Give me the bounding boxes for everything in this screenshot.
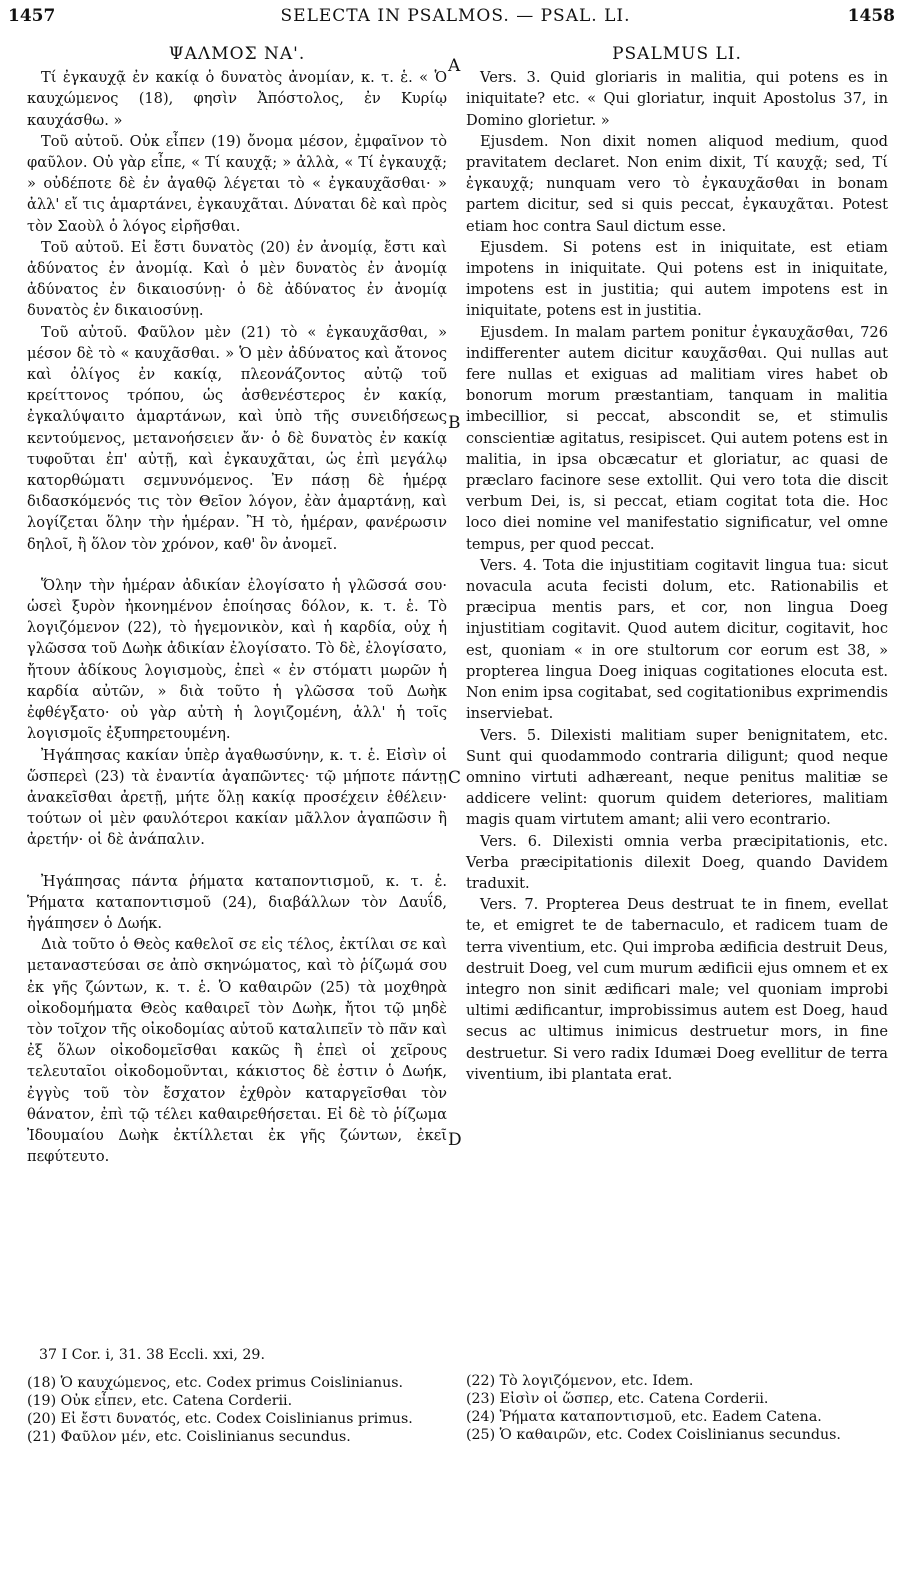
greek-heading: ΨΑΛΜΟΣ ΝΑ'. [168,44,306,64]
footnote: (19) Οὐκ εἶπεν, etc. Catena Corderii. [27,1393,293,1409]
footnotes-left [27,1346,447,1446]
latin-column [466,44,888,1085]
section-marker-a: A [448,56,461,76]
running-title: SELECTA IN PSALMOS. — PSAL. LI. [280,6,631,26]
footnote: (21) Φαῦλον μέν, etc. Coislinianus secundus. [27,1429,351,1445]
section-marker-b: B [448,413,461,433]
column-number-left: 1457 [8,6,56,26]
footnote: (22) Τὸ λογιζόμενον, etc. Idem. [466,1373,694,1389]
latin-paragraph: Ejusdem. In malam partem ponitur ἐγκαυχᾶσθαι, 726 indifferenter autem dicitur καυχᾶσθαι. Qui nullas aut fere nullas et exiguas ad malitiam vires habet ob bonorum morum præstantiam, tanquam in malitia imbecillior, si peccat, abscondit se, et stimulis conscientiæ agitatus, resipiscet. Qui autem potens est in malitia, in ipsa obcæcatur et gloriatur, ac quasi de præclaro facinore sese extollit. Qui vero tota die discit verbum Dei, is, si peccat, etiam cogitat tota die. Hoc loco diei nomine vel manifestatio significatur, vel omne tempus, per quod peccat. [466,323,888,553]
footnote: (25) Ὁ καθαιρῶν, etc. Codex Coislinianus secundus. [466,1427,841,1443]
greek-paragraph: Ἠγάπησας κακίαν ὑπὲρ ἀγαθωσύνην, κ. τ. ἑ. Εἰσὶν οἱ ὥσπερεὶ (23) τὰ ἐναντία ἀγαπῶντες· τῷ μήποτε πάντῃ ἀνακεῖσθαι ἀρετῇ, μήτε ὅλῃ κακίᾳ προσέχειν ἐθέλειν· τούτων οἱ μὲν φαυλότεροι κακίαν μᾶλλον ἀγαπῶσιν ἢ ἀρετήν· οἱ δὲ ἀνάπαλιν. [27,746,447,849]
latin-paragraph: Ejusdem. Si potens est in iniquitate, est etiam impotens in iniquitate. Qui potens est in iniquitate, impotens est in justitia; qui autem impotens est in iniquitate, potens est in justitia. [466,238,888,320]
footnote: (23) Εἰσὶν οἱ ὥσπερ, etc. Catena Corderii. [466,1391,769,1407]
latin-paragraph: Vers. 4. Tota die injustitiam cogitavit lingua tua: sicut novacula acuta fecisti dolum, etc. Rationabilis et præcipua mentis pars, et cor, non lingua Doeg injustitiam cogitavit. Quod autem dicitur, cogitavit, hoc est, quoniam « in ore stultorum cor eorum est 38, » propterea lingua Doeg iniquas cogitationes elocuta est. Non enim ipsa cogitabat, sed cogitationibus exprimendis inserviebat. [466,556,888,723]
greek-paragraph: Διὰ τοῦτο ὁ Θεὸς καθελοῖ σε εἰς τέλος, ἐκτίλαι σε καὶ μεταναστεύσαι σε ἀπὸ σκηνώματος, καὶ τὸ ῥίζωμά σου ἐκ γῆς ζώντων, κ. τ. ἑ. Ὁ καθαιρῶν (25) τὰ μοχθηρὰ οἰκοδομήματα Θεὸς καθαιρεῖ τὸν Δωὴκ, ἤτοι τῷ μηδὲ τὸν τοῖχον τῆς οἰκοδομίας αὐτοῦ καταλιπεῖν τὸ πᾶν καὶ ἐξ ὅλων οἰκοδομεῖσθαι κακῶς ἢ ἐπεὶ οἱ χεῖρους τελευταῖοι οἰκοδομοῦνται, κάκιστος δὲ ἐστιν ὁ Δωήκ, ἐγγὺς τοῦ τὸν ἔσχατον ἐχθρὸν καταργεῖσθαι τὸν θάνατον, ἐπὶ τῷ τέλει καθαιρεθήσεται. Εἰ δὲ τὸ ῥίζωμα Ἰδουμαίου Δωὴκ ἐκτίλλεται ἐκ γῆς ζώντων, ἐκεῖ πεφύτευτο. [27,936,447,1166]
running-header [0,6,911,32]
scripture-references: 37 I Cor. i, 31. 38 Eccli. xxi, 29. [39,1347,265,1363]
greek-paragraph: Ἠγάπησας πάντα ῥήματα καταποντισμοῦ, κ. τ. ἑ. Ῥήματα καταποντισμοῦ (24), διαβάλλων τὸν Δαυΐδ, ἠγάπησεν ὁ Δωήκ. [27,872,447,932]
latin-paragraph: Vers. 5. Dilexisti malitiam super benignitatem, etc. Sunt qui quodammodo contraria diligunt; quod neque omnino virtuti adhæreant, neque penitus malitiæ se addicere velint: quorum quidem deteriores, malitiam magis quam virtutem amant; alii vero econtrario. [466,726,888,829]
section-marker-c: C [448,768,462,788]
latin-paragraph: Vers. 7. Propterea Deus destruat te in finem, evellat te, et emigret te de tabernaculo, et radicem tuam de terra viventium, etc. Qui improba ædificia destruit Deus, destruit Doeg, vel cum murum ædificii ejus omnem et ex integro non sinit ædificari male; vel quoniam improbi ultimi ædificantur, improbissimus autem est Doeg, haud secus ac ultimus inimicus destruetur mors, in fine destruetur. Si vero radix Idumæi Doeg evellitur de terra viventium, ibi plantata erat. [466,896,888,1083]
latin-paragraph: Vers. 3. Quid gloriaris in malitia, qui potens es in iniquitate? etc. « Qui gloriatur, inquit Apostolus 37, in Domino glorietur. » [466,69,888,129]
greek-paragraph: Τοῦ αὐτοῦ. Φαῦλον μὲν (21) τὸ « ἐγκαυχᾶσθαι, » μέσον δὲ τὸ « καυχᾶσθαι. » Ὁ μὲν ἀδύνατος καὶ ἄτονος καὶ ὀλίγος ἐν κακίᾳ, πλεονάζοντος αὐτῷ τοῦ κρείττονος τρόπου, ὡς ἀσθενέστερος ἐν κακίᾳ, ἐγκαλύψαιτο ἁμαρτάνων, καὶ ὑπὸ τῆς συνειδήσεως κεντούμενος, μετανοήσειεν ἄν· ὁ δὲ δυνατὸς ἐν κακίᾳ τυφοῦται ἐπ' αὐτῇ, καὶ ἐγκαυχᾶται, ὡς ἐπὶ μεγάλῳ κατορθώματι σεμνυνόμενος. Ἐν πάσῃ δὲ ἡμέρᾳ διδασκόμενός τις τὸν Θεῖον λόγον, ἐὰν ἁμαρτάνῃ, καὶ λογίζεται ὅλην τὴν ἡμέραν. Ἢ τὸ, ἡμέραν, φανέρωσιν δηλοῖ, ἢ ὅλον τὸν χρόνον, καθ' ὃν ἀνομεῖ. [27,323,447,553]
footnote: (24) Ῥήματα καταποντισμοῦ, etc. Eadem Catena. [466,1409,822,1425]
greek-column [27,44,447,1167]
column-number-right: 1458 [847,6,895,26]
greek-paragraph: Τί ἐγκαυχᾷ ἐν κακίᾳ ὁ δυνατὸς ἀνομίαν, κ. τ. ἑ. « Ὁ καυχώμενος (18), φησὶν Ἀπόστολος, ἐν Κυρίῳ καυχάσθω. » [27,69,447,129]
greek-paragraph: Ὅλην τὴν ἡμέραν ἀδικίαν ἐλογίσατο ἡ γλῶσσά σου· ὡσεὶ ξυρὸν ἠκονημένον ἐποίησας δόλον, κ. τ. ἑ. Τὸ λογιζόμενον (22), τὸ ἡγεμονικὸν, καὶ ἡ καρδία, οὐχ ἡ γλῶσσα τοῦ Δωὴκ ἀδικίαν ἐλογίσατο. Τὸ δὲ, ἐλογίσατο, ἤτουν ἀδίκους λογισμοὺς, ἐπεὶ « ἐν στόματι μωρῶν ἡ καρδία αὐτῶν, » διὰ τοῦτο ἡ γλῶσσα τοῦ Δωὴκ ἐφθέγξατο· οὐ γὰρ αὐτὴ ἡ λογιζομένη, ἀλλ' ἡ τοῖς λογισμοῖς ἐξυπηρετουμένη. [27,576,447,743]
greek-paragraph: Τοῦ αὐτοῦ. Οὐκ εἶπεν (19) ὄνομα μέσον, ἐμφαῖνον τὸ φαῦλον. Οὐ γὰρ εἶπε, « Τί καυχᾷ; » ἀλλὰ, « Τί ἐγκαυχᾷ; » οὐδέποτε δὲ ἐν ἀγαθῷ λέγεται τὸ « ἐγκαυχᾶσθαι· » ἀλλ' εἴ τις ἁμαρτάνει, ἐγκαυχᾶται. Δύναται δὲ καὶ πρὸς τὸν Σαοὺλ ὁ λόγος εἰρῆσθαι. [27,132,447,235]
footnote: (18) Ὁ καυχώμενος, etc. Codex primus Coislinianus. [27,1375,403,1391]
latin-paragraph: Ejusdem. Non dixit nomen aliquod medium, quod pravitatem declaret. Non enim dixit, Τί καυχᾷ; sed, Τί ἐγκαυχᾷ; nunquam vero τὸ ἐγκαυχᾶσθαι in bonam partem dicitur, sed si quis peccat, ἐγκαυχᾶται. Potest etiam hoc contra Saul dictum esse. [466,132,888,235]
section-marker-d: D [448,1130,462,1150]
latin-heading: PSALMUS LI. [612,44,742,64]
latin-paragraph: Vers. 6. Dilexisti omnia verba præcipitationis, etc. Verba præcipitationis dilexit Doeg, quando Davidem traduxit. [466,832,888,892]
footnotes-right [466,1372,886,1444]
greek-paragraph: Τοῦ αὐτοῦ. Εἰ ἔστι δυνατὸς (20) ἐν ἀνομίᾳ, ἔστι καὶ ἀδύνατος ἐν ἀνομίᾳ. Καὶ ὁ μὲν δυνατὸς ἐν ἀνομίᾳ ἀδύνατος ἐν δικαιοσύνῃ· ὁ δὲ ἀδύνατος ἐν ἀνομίᾳ δυνατὸς ἐν δικαιοσύνῃ. [27,238,447,320]
footnote: (20) Εἰ ἔστι δυνατός, etc. Codex Coislinianus primus. [27,1411,413,1427]
